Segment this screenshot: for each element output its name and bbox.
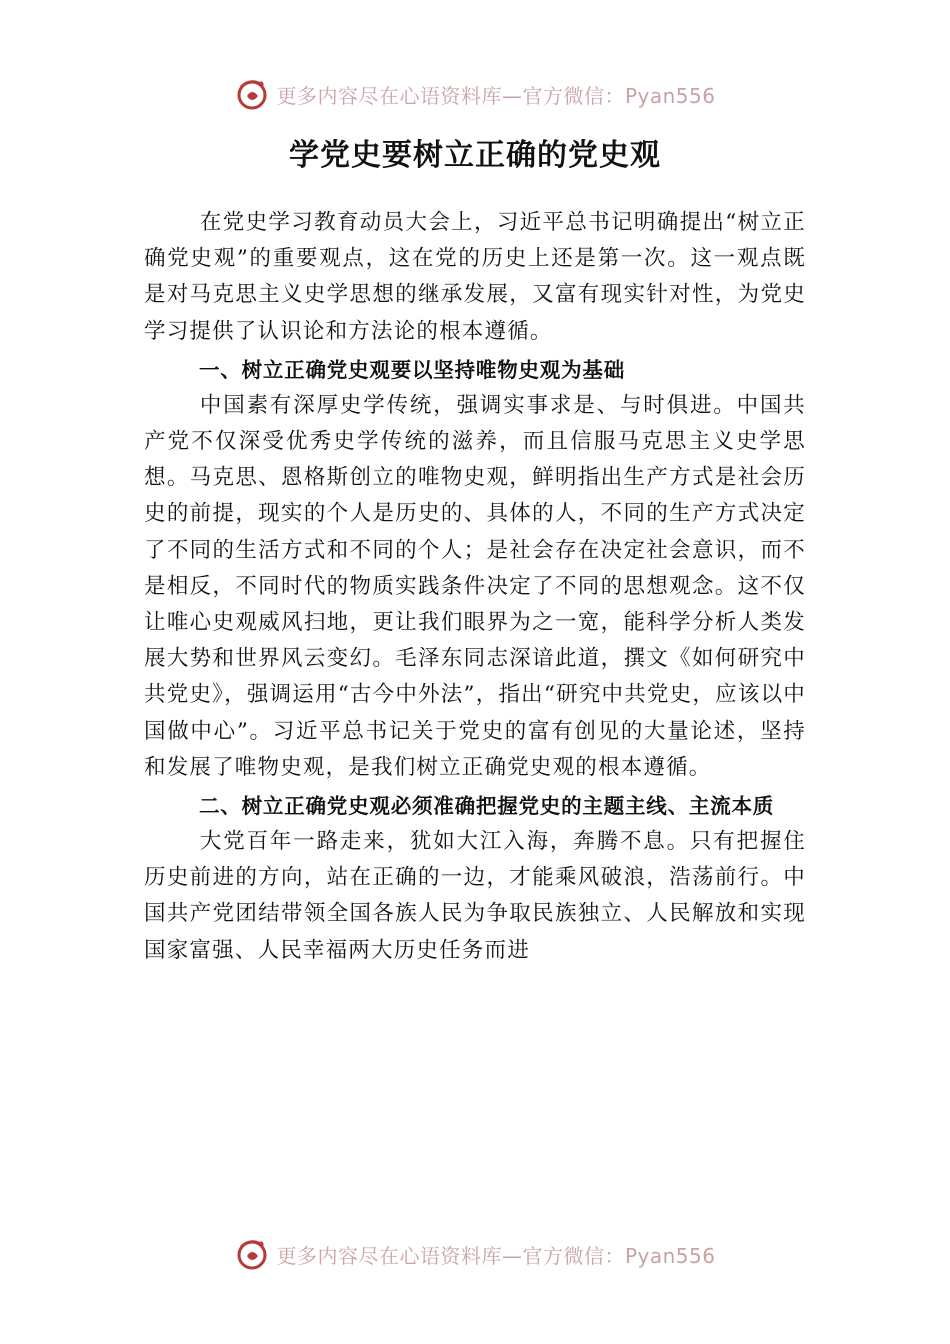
watermark-text: 更多内容尽在心语资料库—官方微信：Pyan556 <box>276 1243 716 1268</box>
watermark-banner-bottom <box>0 1232 950 1276</box>
section-paragraph: 中国素有深厚史学传统，强调实事求是、与时俱进。中国共产党不仅深受优秀史学传统的滋养，而且信服马克思主义史学思想。马克思、恩格斯创立的唯物史观，鲜明指出生产方式是社会历史的前提，现实的个人是历史的、具体的人，不同的生产方式决定了不同的生活方式和不同的个人；是社会存在决定社会意识，而不是相反，不同时代的物质实践条件决定了不同的思想观念。这不仅让唯心史观威风扫地，更让我们眼界为之一宽，能科学分析人类发展大势和世界风云变幻。毛泽东同志深谙此道，撰文《如何研究中共党史》，强调运用“古今中外法”，指出“研究中共党史，应该以中国做中心”。习近平总书记关于党史的富有创见的大量论述，坚持和发展了唯物史观，是我们树立正确党史观的根本遵循。 <box>144 392 806 780</box>
swirl-logo-icon <box>234 76 270 112</box>
watermark-text: 更多内容尽在心语资料库—官方微信：Pyan556 <box>276 83 716 108</box>
swirl-logo-icon <box>234 1236 270 1272</box>
section-heading: 一、树立正确党史观要以坚持唯物史观为基础 <box>199 357 625 382</box>
watermark-banner-top <box>0 72 950 116</box>
section-paragraph: 大党百年一路走来，犹如大江入海，奔腾不息。只有把握住历史前进的方向，站在正确的一边，才能乘风破浪，浩荡前行。中国共产党团结带领全国各族人民为争取民族独立、人民解放和实现国家富强、人民幸福两大历史任务而进 <box>144 829 806 963</box>
document-body <box>144 205 806 969</box>
intro-paragraph: 在党史学习教育动员大会上，习近平总书记明确提出“树立正确党史观”的重要观点，这在党的历史上还是第一次。这一观点既是对马克思主义史学思想的继承发展，又富有现实针对性，为党史学习提供了认识论和方法论的根本遵循。 <box>144 210 806 344</box>
document-title: 学党史要树立正确的党史观 <box>289 138 661 173</box>
section-heading: 二、树立正确党史观必须准确把握党史的主题主线、主流本质 <box>199 794 775 819</box>
